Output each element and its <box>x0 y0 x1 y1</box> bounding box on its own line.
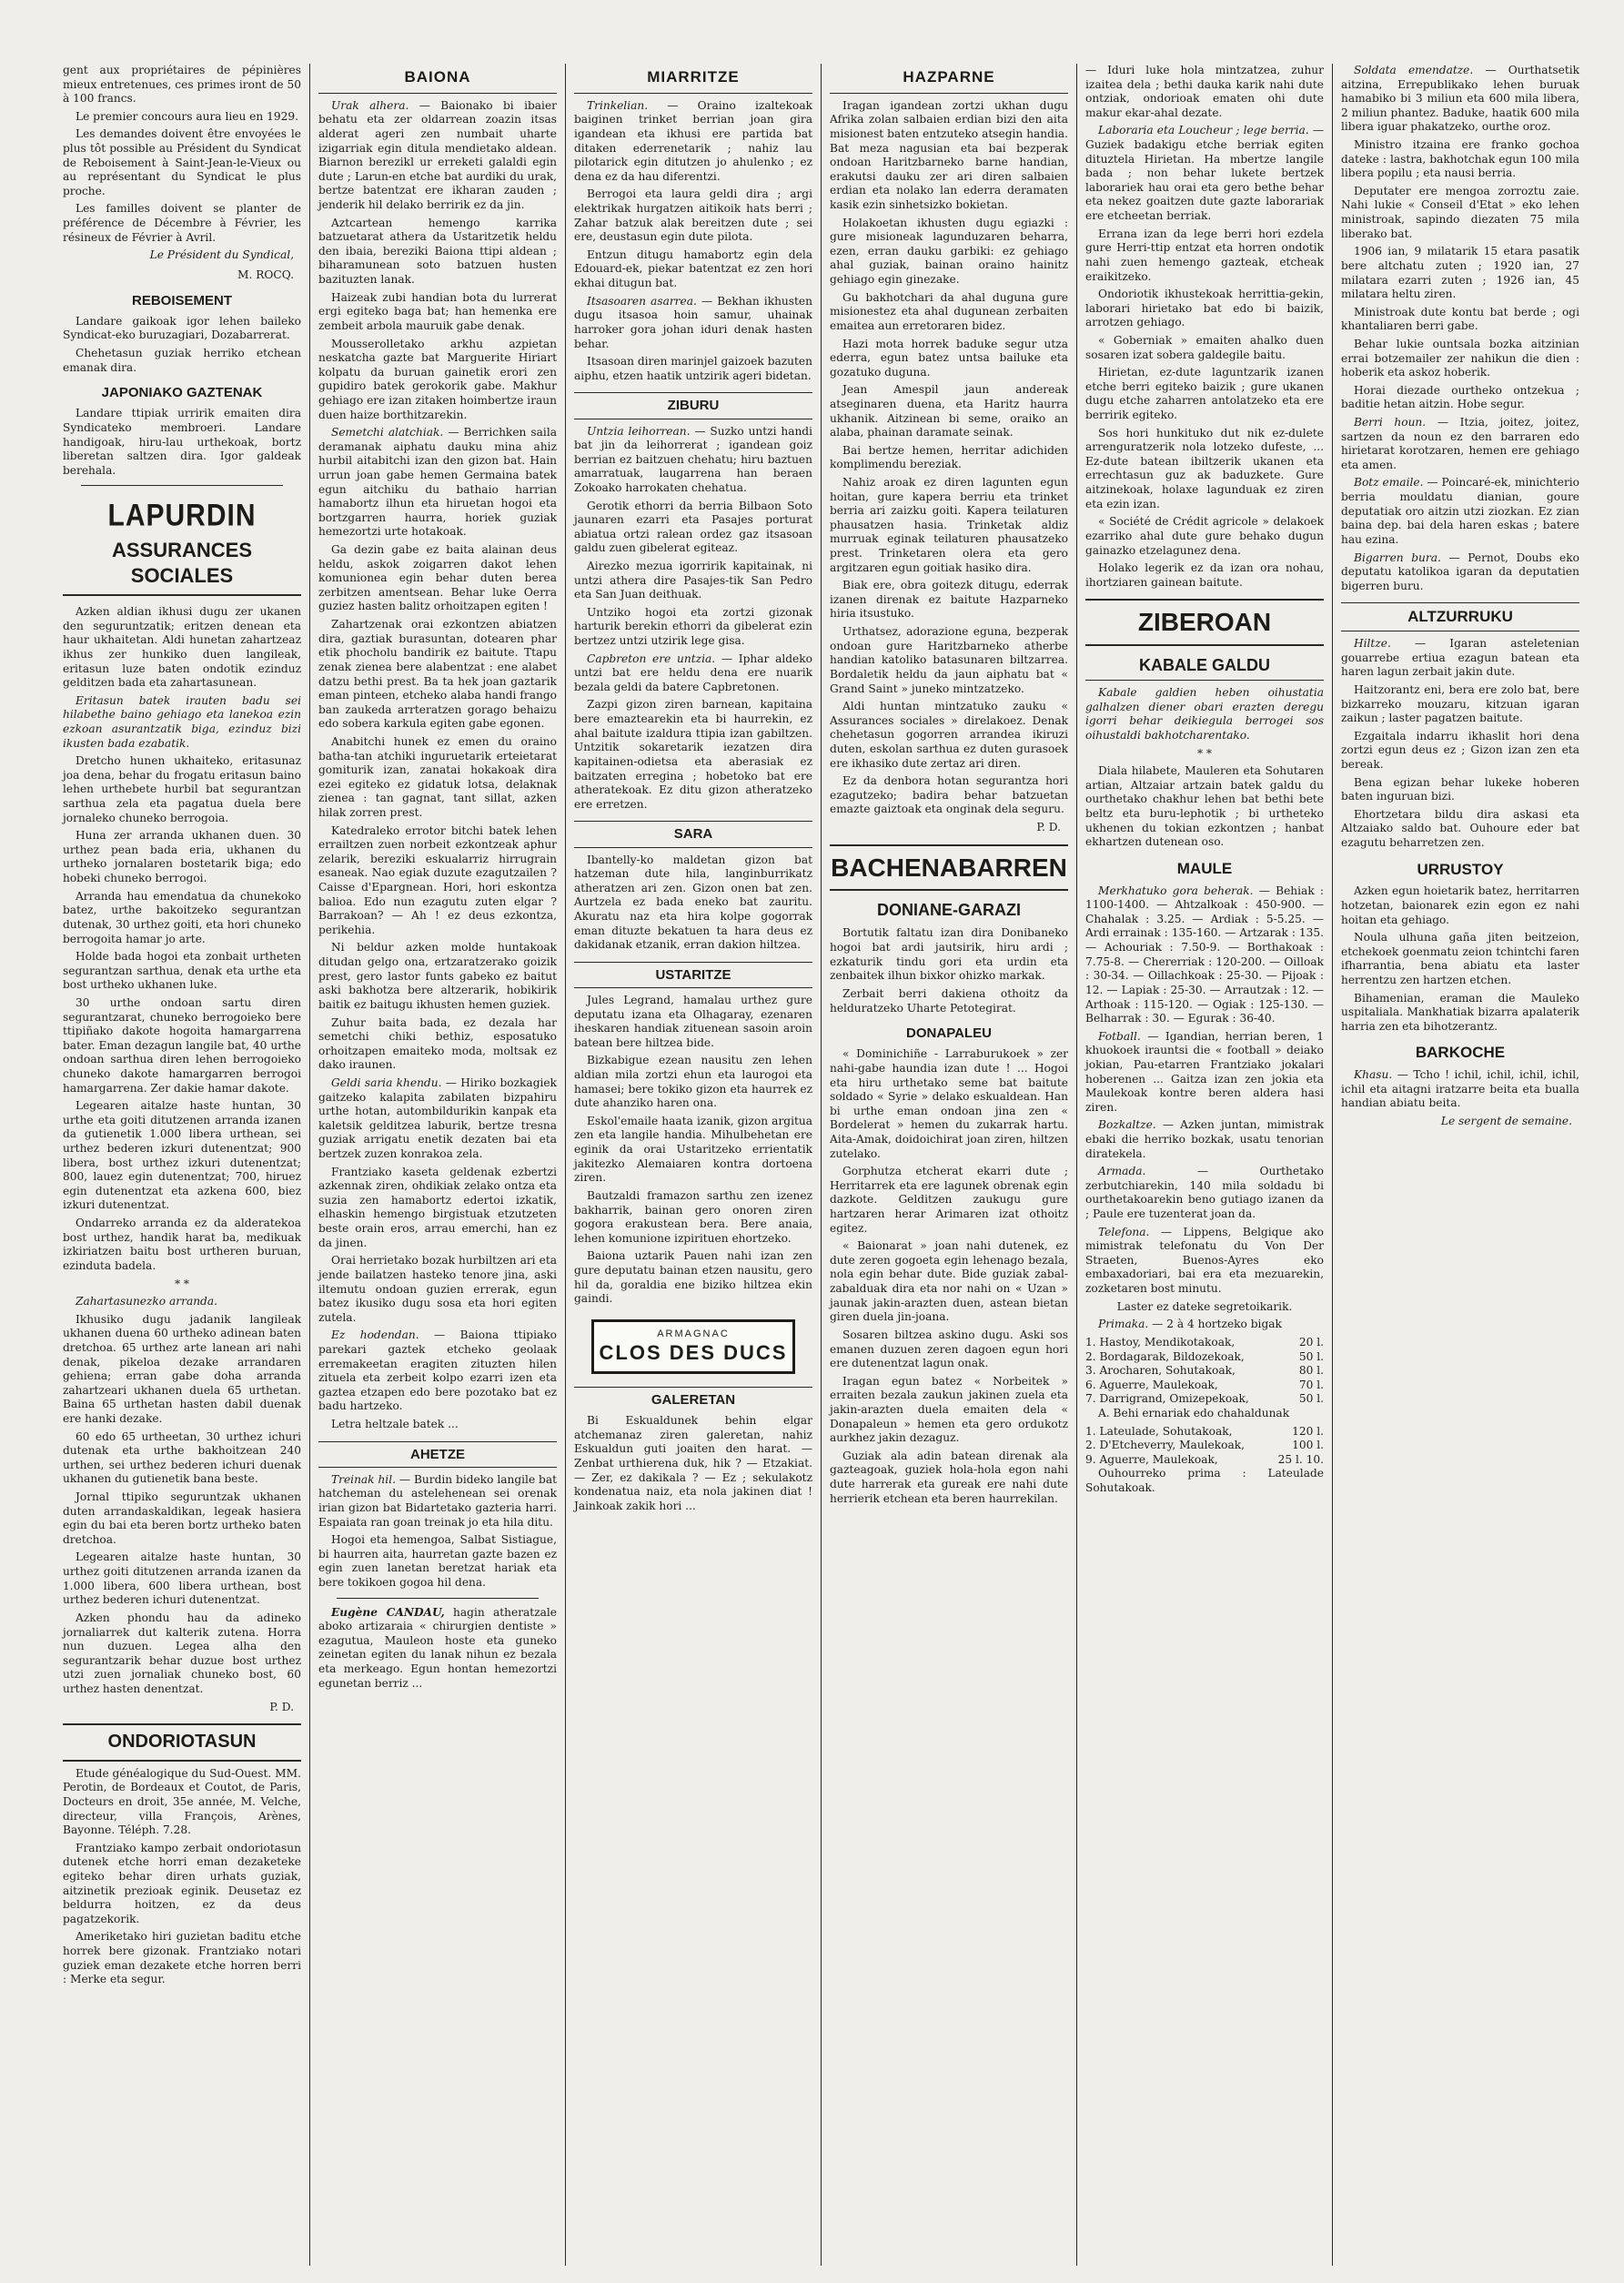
paragraph: — Oraino izaltekoak baiginen trinket berrian joan gira igandean eta ikhusi ere partida bat ditaken ederrenetarik ; nahiz lau pilotarick egin ditutzen jo ahulenko ; ez dena ez da hau diferentzi. <box>574 98 813 183</box>
signature-name: M. ROCQ. <box>237 268 294 281</box>
result-row <box>1085 1364 1324 1379</box>
paragraph: Letra heltzale batek ... <box>331 1417 459 1430</box>
paragraph: Jean Amespil jaun andereak atseginaren duena, eta Haritz haurra ukhanik. Aitzinean bi seme, oraiko an alaba, phainan daramate seinak. <box>830 383 1068 439</box>
column-1 <box>55 64 309 2266</box>
paragraph: 30 urthe ondoan sartu diren segurantzarat, chuneko berrogoieko bere ttipiñako dakote hogoita hamargarrena bater. Eman dezagun langile bat, 40 urthe ondoan sarthua diren lehen berrogoieko chuneko dakote hamargarren berrogoi hamargarrena. Zer dakie hamar dakote. <box>63 995 301 1095</box>
signature: Le sergent de semaine. <box>1440 1115 1572 1128</box>
result-value: 70 l. <box>1298 1378 1324 1391</box>
result-value: 50 l. <box>1298 1392 1324 1406</box>
section-kabale-galdu: KABALE GALDU <box>1085 655 1324 681</box>
result-value: 20 l. <box>1298 1335 1324 1349</box>
column-4 <box>821 64 1076 2266</box>
signature-title: Le Président du Syndical, <box>149 248 294 262</box>
paragraph: Jornal ttipiko seguruntzak ukhanen duten arrandaskaldikan, legeak hasiera egin du bai eta beren bortz urtheko baten dretchoa. <box>63 1490 301 1546</box>
paragraph-lead: Semetchi alatchiak. <box>331 426 444 439</box>
paragraph: Horai diezade ourtheko ontzekua ; baditie hetan aitzin. Hobe segur. <box>1341 383 1579 411</box>
result-row <box>1085 1439 1324 1453</box>
section-bachenabarren: BACHENABARREN <box>830 844 1068 892</box>
paragraph: Itsasoan diren marinjel gaizoek bazuten aiphu, etzen haatik untzirik ageri bidetan. <box>574 355 812 382</box>
paragraph: — Azken juntan, mimistrak ebaki die herriko bozkak, usatu tenorian diratekela. <box>1085 1118 1324 1160</box>
paragraph: — Iphar aldeko untzi bat ere heldu dena ere nuarik bezala geldi da batere Capbretonen. <box>574 652 812 693</box>
paragraph: Nahiz aroak ez diren lagunten egun hoitan, gure kapera berriu eta trinket berria ari zaizku goiti. Kapera teilaturen phausatzen hasia. Trinketak aldiz murruak eginak teilaturen phausatzeko prest. Trinketaren olera eta gero argitzaren egun goitiak hasiko dira. <box>830 475 1068 574</box>
paragraph: Azken aldian ikhusi dugu zer ukanen den seguruntzatik; eritzen denean eta haur ukhaitetan. Aldi hunetan zahartzeaz ikhus zer hunkiko duen langileak, eritasun luze baten ondotik ezinduz gelditzen bada eta zahartasunean. <box>63 605 301 690</box>
paragraph: Iragan egun batez « Norbeitek » erraiten bezala zaukun jakinen zuela eta jakin-arazten duela emaiten dela « Donapaleun » hemen eta gero ordukotz aurkhez jakin dezaguz. <box>830 1374 1068 1445</box>
paragraph: hagin atheratzale aboko artizaraia « chirurgien dentiste » ezagutua, Mauleon hoste eta guneko zeinetan egiten du lanak nihun ez bezala eta merkeago. Egun hontan hemezortzi egunetan berriz ... <box>318 1605 557 1690</box>
paragraph: Biak ere, obra goitezk ditugu, ederrak izanen direnak ez baitute Hazparneko hiria itsustuko. <box>830 579 1068 621</box>
paragraph: Eskol'emaile haata izanik, gizon argitua zen eta langile handia. Mihulbehetan ere eginik da orai Ustaritzeko errientatik jakitezko Alemaiaren kontra dortoena ziren. <box>574 1114 812 1185</box>
paragraph: Frantziako kampo zerbait ondoriotasun dutenek etche horri eman dezaketeke egiteko behar diren urhats guziak, aitzinetik prezioak eginik. Deusetaz ez beldurra hoitzen, ez da deus pagatzekorik. <box>63 1841 301 1925</box>
signature: P. D. <box>1036 821 1061 833</box>
paragraph: Ministroak dute kontu bat berde ; ogi khantaliaren berri gabe. <box>1341 305 1579 333</box>
divider <box>81 485 283 486</box>
paragraph: Hazi mota horrek baduke segur utza ederra, egun batez untsa bailuke eta gozatuko duguna. <box>830 337 1068 379</box>
paragraph: Huna zer arranda ukhanen duen. 30 urthez pean bada eria, ukhanen du urtheko jornalaren bostetarik biga; edo hobeki chuneko berrogoi. <box>63 829 301 885</box>
section-sara: SARA <box>574 821 812 847</box>
column-2 <box>309 64 565 2266</box>
paragraph: Dretcho hunen ukhaiteko, eritasunaz joa dena, behar du frogatu eritasun baino lehen urthebete hurbil bat segurantzan sarthua zela eta pagatua duela bere jornaleko chuneko berrogoia. <box>63 754 301 824</box>
paragraph: Untziko hogoi eta zortzi gizonak harturik berekin ethorri da gibelerat ezin bertzez untzi utzirik lege gisa. <box>574 605 812 648</box>
section-lapurdin: LAPURDIN <box>107 498 257 533</box>
paragraph: Ondarreko arranda ez da alderatekoa bost urthez, handik harat ba, medikuak izkiriatzen baitu bost urtheren buruan, ezinduta badela. <box>63 1217 301 1272</box>
separator-stars: * * <box>174 1277 190 1290</box>
paragraph: — Guziek badakigu etche berriak egiten dituztela Hirietan. Ha mbertze langile bada ; non behar lukete bertzek laborariek hau orai eta gero bethe behar eta nekez goaitzen dute gazte laborariak ere etcheetan berriak. <box>1085 124 1325 223</box>
paragraph: — Poincaré-ek, minichterio berria mouldatu dianian, goure deputatiak oro aitzin utzi ziozkan. Ez zian baina dep. bai dela haren eskas ; batere hau ezina. <box>1341 476 1580 546</box>
result-value: 80 l. <box>1298 1364 1324 1378</box>
paragraph: Bi Eskualdunek behin elgar atchemanaz ziren galeretan, nahiz Eskualdun guti joaiten den harat. — Zenbat urthierena duk, hik ? — Etzakiat. — Zer, ez dakikala ? — Ez ; sekulakotz kondenatua naiz, eta nola jakinen diat ! Jainkoak zakik hori ... <box>574 1414 812 1512</box>
paragraph: — Igandian, herrian beren, 1 khuokoek irauntsi die « football » deiako jokian, Pau-etarren Frantziako jokalari hoberenen ... Gaitza izan zen jokia eta Maulekoak kontre beren aldera hasi ziren. <box>1085 1029 1324 1114</box>
result-row <box>1085 1453 1324 1468</box>
paragraph: Bihamenian, eraman die Mauleko uspitaliala. Mankhatiak bizarra apalaterik harria zen eta bihotzerantz. <box>1341 991 1579 1033</box>
text-fragment: Les familles doivent se planter de préférence de Décembre à Février, les résineux de Février à Avril. <box>63 202 301 244</box>
divider <box>337 1598 539 1599</box>
text-fragment: gent aux propriétaires de pépinières mieux entretenues, ces primes iront de 50 à 100 francs. <box>63 64 301 106</box>
text-fragment: Le premier concours aura lieu en 1929. <box>76 109 299 123</box>
section-japoniako: JAPONIAKO GAZTENAK <box>101 385 263 401</box>
result-row <box>1085 1350 1324 1365</box>
paragraph: Frantziako kaseta geldenak ezbertzi azkennak ziren, ohdikiak zelako ontza eta suzia zen hamabortz edertoi izkatik, elhaskin hemengo birgistuak etzutzeten beste orain eros, arrau emerchi, han ez da jinen. <box>318 1165 557 1249</box>
paragraph: Urthatsez, adorazione eguna, bezperak ondoan gure Haritzbarneko atherbe handian katoliko batasunaren biltzarrea. Bordaletik heldu da jaun aiphatu bat « Grand Saint » juneko mintzatzeko. <box>830 625 1068 695</box>
result-value: 50 l. <box>1298 1349 1324 1363</box>
paragraph: Bena egizan behar lukeke hoberen baten inguruan bizi. <box>1341 775 1579 803</box>
paragraph: Ez da denbora hotan segurantza hori ezagutzeko; badira behar batzuetan emazte gaiztoak eta onginak dela seguru. <box>830 774 1068 816</box>
paragraph: Haitzorantz eni, bera ere zolo bat, bere bizkarreko mouzaru, kitzuan igaran zaikun ; laster pagatzen baitute. <box>1341 682 1579 725</box>
paragraph-lead: Geldi saria khendu. <box>331 1076 442 1089</box>
paragraph: Holakoetan ikhusten dugu egiazki : gure misioneak lagunduzaren beharra, ezen, erran dauku garbiki: ez gehiago ahal guziak, bainan oraino hainitz gehiago egin ginezake. <box>830 216 1068 287</box>
ad-subtitle: ARMAGNAC <box>657 1328 730 1339</box>
paragraph: — Ourthatsetik aitzina, Errepublikako lehen buruak hamabiko bi 3 miliun eta 600 mila libera, 2 miliun phantez. Baduke, haatik 600 mila libera iguar phakatzeko, ourthe oroz. <box>1341 64 1580 134</box>
paragraph: Bortutik faltatu izan dira Donibaneko hogoi bat ardi jautsirik, hiru ardi ; ezkaturik tindu gori eta urdin eta zenbaitek ilhun bixkor ohizko markak. <box>830 926 1068 983</box>
paragraph: « Société de Crédit agricole » delakoek ezarriko ahal dute gure behako dugun gainazko etzelagunez dena. <box>1085 515 1324 557</box>
paragraph-lead: Urak alhera. <box>331 98 409 112</box>
section-ahetze: AHETZE <box>318 1441 557 1468</box>
results-list <box>1085 1336 1324 1407</box>
separator-stars: * * <box>1196 746 1213 760</box>
paragraph: — Pernot, Doubs eko deputatu katolikoa igaran da deputatien bigerren buru. <box>1341 551 1579 592</box>
section-baiona: BAIONA <box>318 64 557 94</box>
section-miarritze: MIARRITZE <box>574 64 812 94</box>
paragraph-lead: Berri houn. <box>1354 416 1427 429</box>
section-ondoriotasun: ONDORIOTASUN <box>63 1723 301 1762</box>
paragraph: — Berrichken saila deramanak aiphatu dauku mina ahiz hurbil aitabitchi izan den gizon bat. Hain urrun joan gabe hemen Germaina batek egun aitchiku du bathaio harrian hamabortz ilhun eta hiruetan hogoi eta bortzgarren haurra, horiek guziak hemezortzi urte hotakoak. <box>318 426 557 539</box>
ad-title: CLOS DES DUCS <box>599 1340 788 1364</box>
paragraph: Legearen aitalze haste huntan, 30 urthe eta goiti ditutzenen arranda izanen da gutienetik 1.000 libera urthean, sei urthez bederen izkuri dutenentzat; 900 libera, bost urthez izkuri dutenentzat; 800, lauez egin dutenentzat; 700, hiruez egin dutenentzat eta azkena 600, biez izkuri dutenentzat. <box>63 1099 301 1212</box>
paragraph: A. Behi ernariak edo chahaldunak <box>1098 1406 1290 1419</box>
result-row <box>1085 1336 1324 1350</box>
paragraph: — Baionako bi ibaier behatu eta zer oldarrean zoazin itsas alderat ageri zen numbait uharte izigarriak egin ditula mendietako aldean. Biarnon berezikl ur erreketi galaldi egin dute ; Larun-en etche bat aurdiki du urak, bertze batentzat ere ikharan zauden ; jenderik hil delako berririk ez da jin. <box>318 98 557 212</box>
paragraph-lead: Merkhatuko gora beherak. <box>1098 884 1254 897</box>
paragraph: — Suzko untzi handi bat jin da leihorrerat ; igandean goiz berrian ez baitzuen chehatu; hiru baztuen amarratuak, laugarrena han beraen Zokoako harrokaten chehatua. <box>574 424 813 494</box>
paragraph: Ibantelly-ko maldetan gizon bat hatzeman dute hila, langinburrikatz atheratzen ari zen. Gizon onen bat zen. Aurtzela ez bada eneko bat zauritu. Akuratu naz eta hira kolpe gogorrak eman dituzte bekatuen ta hara deus ez dakidanak etzanik, erran dakion hiltzea. <box>574 853 812 952</box>
section-hazparne: HAZPARNE <box>830 64 1068 94</box>
paragraph: — Tcho ! ichil, ichil, ichil, ichil, ichil eta aitagni iratzarre beita eta bualla handian abiatu beita. <box>1341 1068 1580 1110</box>
result-name: 6. Aguerre, Maulekoak, <box>1085 1378 1218 1391</box>
paragraph: Ikhusiko dugu jadanik langileak ukhanen duena 60 urtheko adinean baten dretchoa. 65 urthez arte lanean ari nahi denak, pikeloa dezake arrandaren gehiena; erran gabe doha arranda zahartzeari ukhanen duela 65 urthetan. Baina 65 urthetan hasten dabil duenak ere hanki dezake. <box>63 1312 301 1425</box>
section-galeretan: GALERETAN <box>574 1387 812 1409</box>
section-maule: MAULE <box>1176 859 1233 877</box>
paragraph: — Bekhan ikhusten dugu itsasoa hoin samur, uhainak harroker gora johan iduri denak hasten behar. <box>574 294 812 350</box>
section-ustaritze: USTARITZE <box>574 962 812 988</box>
paragraph: Holako legerik ez da izan ora nohau, ihortziaren gainean baitute. <box>1085 561 1324 589</box>
paragraph-lead: Capbreton ere untzia. <box>587 652 716 665</box>
result-value: 100 l. <box>1292 1439 1324 1452</box>
section-urrustoy: URRUSTOY <box>1417 860 1504 878</box>
paragraph: Jules Legrand, hamalau urthez gure deputatu izana eta Olhagaray, ezenaren iheskaren handiak zituenean sasoin aroin batean bere hiltzea bide. <box>574 994 812 1049</box>
paragraph: Entzun ditugu hamabortz egin dela Edouard-ek, piekar batentzat ez zen hori ekhai ditugun bat. <box>574 247 812 290</box>
paragraph: Ehortzetara bildu dira askasi eta Altzaiako saldo bat. Ouhoure eder bat ezagutu beharretzen zen. <box>1341 807 1579 849</box>
paragraph: Gorphutza etcherat ekarri dute ; Herritarrek eta ere lagunek obrenak egin dazkote. Gelditzen zaukugu gure hartzaren herar Arimaren izat othoitz egitez. <box>830 1165 1068 1235</box>
paragraph: Eritasun batek irauten badu sei hilabethe baino gehiago eta lanekoa ezin ezkoan asurantzatik biga, ezinduz bizi ikusten bada ezabatik. <box>63 693 301 750</box>
paragraph: Baiona uztarik Pauen nahi izan zen gure deputatu bainan etzen nausitu, gero hil da, goraldia ene biziko hiltzea ekin gaindi. <box>574 1249 812 1306</box>
paragraph: Landare ttipiak urririk emaiten dira Syndicateko membroeri. Landare handigoak, hiru-lau urthekoak, bortz liberetan saltzen dira. Igor galdeak berehala. <box>63 407 301 477</box>
paragraph: Ameriketako hiri guzietan baditu etche horrek bere gizonak. Frantziako notari guziek eman dezakete etche horren berri : Merke eta segur. <box>63 1930 301 1986</box>
paragraph-lead: Primaka. <box>1098 1318 1149 1331</box>
section-assurances: ASSURANCES SOCIALES <box>63 538 301 596</box>
section-ziburu: ZIBURU <box>574 392 812 419</box>
paragraph: Zuhur baita bada, ez dezala har semetchi chiki bethiz, esposatuko orhoitzapen emaiteko moda, moltsak ez dako iraunen. <box>318 1015 557 1072</box>
result-row <box>1085 1392 1324 1407</box>
section-doniane-garazi: DONIANE-GARAZI <box>877 901 1021 920</box>
result-row <box>1085 1379 1324 1393</box>
paragraph: Azken egun hoietarik batez, herritarren hotzetan, baionarek ezin egon ez nahi hoitan eta gehiago. <box>1341 884 1579 926</box>
paragraph: Bizkabigue ezean nausitu zen lehen aldian mila zortzi ehun eta laurogoi eta hamasei; bere tokiko gizon eta haurrek ez dute ahanziko haren ona. <box>574 1054 812 1110</box>
paragraph: Legearen aitalze haste huntan, 30 urthez goiti ditutzenen arranda izanen da 1.000 libera, 600 libera urthean, bost urthez bederen ichuri dutenentzat. <box>63 1551 301 1607</box>
paragraph: Airezko mezua igorririk kapitainak, ni untzi athera dire Pasajes-tik San Pedro eta San Juan deithuak. <box>574 560 812 601</box>
paragraph-lead: Untzia leihorrean. <box>587 424 691 438</box>
paragraph: Holde bada hogoi eta zonbait urtheten segurantzan sarthua, denak eta urthe eta bost urtheko ukhanen luke. <box>63 950 301 992</box>
paragraph: Zerbait berri dakiena othoitz da helduratzeko Uharte Petotegirat. <box>830 986 1068 1015</box>
result-name: 7. Darrigrand, Omizepekoak, <box>1085 1392 1249 1406</box>
paragraph: 60 edo 65 urtheetan, 30 urthez ichuri dutenak eta urthe bakhoitzean 240 urthen, sei urthez bederen ichuri duenak ukhanen du gutienetik bana beste. <box>63 1429 301 1486</box>
result-value: 25 l. 10. <box>1277 1452 1324 1466</box>
paragraph: Ministro itzaina ere franko gochoa dateke : lastra, bakhotchak egun 100 mila libera popilu ; eta nausi berria. <box>1341 138 1579 180</box>
paragraph-lead: Eugène CANDAU, <box>331 1605 445 1619</box>
paragraph: — Itzia, joitez, joitez, sartzen da noun ez den barraren edo hirietarat korotzaren, hemen ere gehiago eta amen. <box>1341 416 1579 471</box>
result-value: 120 l. <box>1292 1424 1324 1438</box>
result-name: 1. Hastoy, Mendikotakoak, <box>1085 1335 1236 1349</box>
paragraph: Mousserolletako arkhu azpietan neskatcha gazte bat Marguerite Hiriart kolpatu da buruan gainetik erori zen gupidiro batek gerokorik gabe. Makhur gehiago ere izan zitaken hoimbertze iraun duen haize borthitzarekin. <box>318 337 557 421</box>
paragraph: — Baiona ttipiako parekari gaztek etcheko geolaak erremakeetan eragiten zituzten hilen zituela eta zerbeit kolpo ezarri izen eta gaztea etzapen edo bere pozotako bat ez badu hartzeko. <box>318 1328 557 1413</box>
paragraph: Zahartzenak orai ezkontzen abiatzen dira, gaztiak burasuntan, dotearen phar etik phocholu bandirik ez baitute. Ttapu zenak zienea bere alabentzat : ene alabet datzu bethi prest. Ba ta hek joan gaztarik eman pinteen, etcheko alaba handi frango ban zaukeda arrteratzen gorago behaizu edo sobera karkula egiten gabe egonen. <box>318 618 557 731</box>
paragraph: Deputater ere mengoa zorroztu zaie. Nahi lukie « Conseil d'Etat » eko lehen ministroak, sapindo diezaten 75 mila liberako bat. <box>1341 184 1579 240</box>
paragraph: Gu bakhotchari da ahal duguna gure misionestez eta ahal dugunean zerbaiten emaitea aun erretoraren bidez. <box>830 290 1068 332</box>
advertisement-armagnac <box>591 1319 795 1374</box>
result-name: 2. D'Etcheverry, Maulekoak, <box>1085 1439 1246 1452</box>
paragraph-lead: Armada. <box>1098 1165 1146 1178</box>
paragraph: Berrogoi eta laura geldi dira ; argi elektrikak hurgatzen aitikoik hats berri ; Zahar batzuk alak bereitzen dute ; sei ere, deustasun egin dute pilota. <box>574 187 812 244</box>
paragraph: Noula ulhuna gaña jiten beitzeion, etchekoek goenmatu zeion tchintchi faren ifharrantia, bena abiatu eta laster herrentzu zen hartzen etchen. <box>1341 931 1579 987</box>
column-3 <box>565 64 821 2266</box>
paragraph: « Goberniak » emaiten ahalko duen sosaren izat sobera galdegile baitu. <box>1085 333 1324 361</box>
paragraph: Orai herrietako bozak hurbiltzen ari eta jende bailatzen hasteko tenore jina, aski iltemutu ondoan guzien errerak, egun batez ikusiko dugu sosa eta hori egiten zutela. <box>318 1254 557 1324</box>
paragraph-lead: Hiltze. <box>1354 637 1391 651</box>
paragraph-lead: Fotball. <box>1098 1029 1141 1043</box>
paragraph: Ondoriotik ikhustekoak herrittia-gekin, laborari hirietako bat edo bi baizik, arrotzen gehiago. <box>1085 288 1324 329</box>
paragraph: Kabale galdien heben oihustatia galhalzen diener obari erazten deregu igorri behar deikiegula berrogei sos oihustaldi bakhotcharentako. <box>1085 686 1324 742</box>
results-list <box>1085 1425 1324 1468</box>
paragraph-lead: Laboraria eta Loucheur ; lege berria. <box>1098 124 1309 137</box>
paragraph-lead: Soldata emendatze. <box>1354 64 1474 76</box>
column-6 <box>1332 64 1588 2266</box>
paragraph-lead: Itsasoaren asarrea. <box>587 294 697 308</box>
paragraph: Ni beldur azken molde huntakoak ditudan gelgo ona, ertzaratzerako goizik prest, gero lastor funts gabeko ez baitut aski bakhotza bere altzerarik, hobikirik baitik ez baitugu ikhusten hemen guziek. <box>318 941 557 1011</box>
paragraph: — Burdin bideko langile bat hatcheman du astelehenean sei orenak irian gizon bat Bidartetako gazteria harri. Espaiata ran goan treinak jo eta hila ditu. <box>318 1472 558 1529</box>
paragraph-lead: Telefona. <box>1098 1225 1150 1238</box>
section-altzurruku: ALTZURRUKU <box>1341 602 1579 631</box>
paragraph: « Baionarat » joan nahi dutenek, ez dute zeren gogoeta egin lehenago bezala, nola egin behar dute. Bide guziak zabal-zabalduak dira eta nor nahi on « Uzan » jaunak jakin-arazten duen, astean bietan giren duela jin-joana. <box>830 1239 1068 1324</box>
result-name: 3. Arocharen, Sohutakoak, <box>1085 1364 1236 1378</box>
paragraph: Arranda hau emendatua da chunekoko batez, urthe bakoitzeko segurantzan dutenak, 30 urthez goiti, eta hori chuneko berrogoita hamar jo arte. <box>63 889 301 945</box>
paragraph: — Behiak : 1100-1400. — Ahtzalkoak : 450-900. — Chahalak : 3.25. — Ardiak : 5-5.25. — Ardi errainak : 135-160. — Artzarak : 135. — Achouriak : 7.50-9. — Borthakoak : 7.75-8. — Chererriak : 120-200. — Oilloak : 30-34. — Oillachkoak : 25-30. — Pijoak : 12. — Lapiak : 25-30. — Arrautzak : 12. — Arthoak : 115-120. — Ogiak : 125-130. — Belharrak : 30. — Egurak : 36-40. <box>1085 884 1325 1025</box>
paragraph: Katedraleko errotor bitchi batek lehen errailtzen zuen norbeit ezkontzeak aphur zelarik, bereziki eskualarriz hirrugrain esaneak. Nao egiak duzute ezagutzailen ? Caisse d'Epargnean. Hori, hori eskontza balioa. Edo nun ezagutu zuten elgar ? Barrakoan? — Ah ! ez deus ezkontza, perikehia. <box>318 823 557 936</box>
paragraph-lead: Ez hodendan. <box>331 1328 419 1342</box>
paragraph: Hogoi eta hemengoa, Salbat Sistiague, bi haurren aita, haurretan gazte bazen ez egin zuen lanetan beretzat hariak eta bere tokikoen gogoa hil dena. <box>318 1533 557 1590</box>
paragraph: 1906 ian, 9 milatarik 15 etara pasatik bere altchatu zuten ; 1920 ian, 27 milatara ezarri zuten ; 1926 ian, 45 milatara heltu ziren. <box>1341 245 1579 301</box>
paragraph: Ezgaitala indarru ikhaslit hori dena zortzi egun deus ez ; Gizon izan zen eta bereak. <box>1341 729 1579 771</box>
paragraph: — Lippens, Belgique ako mimistrak telefonatu du Von Der Straeten, Buenos-Ayres eko embaxadoriari, bai era eta mezuarekin, zozketaren bost minutu. <box>1085 1225 1324 1296</box>
paragraph: Iragan igandean zortzi ukhan dugu Afrika zolan salbaien erdian bizi den aita misionest baten entzuteko atsegin handia. Bat meza nagusian eta bai bezperak ondoan Haritzbarneko barne handian, erakutsi dauku zer ari diren salbaien erdian eta nolako lan ederra deramaten kasik ezin sinhetsizko bokietan. <box>830 98 1068 212</box>
paragraph: — Ourthetako zerbutchiarekin, 140 mila soldadu bi ourthetakoarekin beno gutiago izanen da ; Paule ere tuzenterat joan da. <box>1085 1165 1325 1221</box>
paragraph: Landare gaikoak igor lehen baileko Syndicat-eko buruzagiari, Dozabarrerat. <box>63 314 301 342</box>
paragraph-lead: Zahartasunezko arranda. <box>76 1295 217 1308</box>
paragraph-lead: Khasu. <box>1354 1068 1393 1082</box>
paragraph: Gerotik ethorri da berria Bilbaon Soto jaunaren ezarri eta Pasajes porturat abiatua ortzi ralean ordez gaz itsasoan galdu zuen gibelerat egiteaz. <box>574 499 812 555</box>
paragraph-lead: Bigarren bura. <box>1354 551 1441 564</box>
section-ziberoan: ZIBEROAN <box>1085 599 1324 646</box>
paragraph: Ouhourreko prima : Lateulade Sohutakoak. <box>1085 1467 1324 1495</box>
paragraph: — Iduri luke hola mintzatzea, zuhur izaitea dela ; bethi dauka karik nahi dute ontziak, ondorioak ematen ohi dute makur ekar-ahal dezate. <box>1085 64 1324 119</box>
paragraph: Hirietan, ez-dute laguntzarik izanen etche berri egiteko baizik ; gure ukanen dugu etche zaharren antolatzeko eta ere berririk egiteko. <box>1085 366 1324 422</box>
paragraph-lead: Trinkelian. <box>587 98 649 112</box>
paragraph-lead: Treinak hil. <box>331 1472 396 1486</box>
paragraph: Azken phondu hau da adineko jornaliarrek dut kalterik zutena. Horra nun duzuen. Legea alha den segurantzarik behar duzue bost urthez utzi zuen jornaliak chuneko bost, 60 urthez hasten denentzat. <box>63 1611 301 1695</box>
paragraph: — Hiriko bozkagiek gaitzeko kalapita zabilaten bizpahiru urthe hotan, autombildurikin kanpak eta kaletsik gelditzea laburik, bertze tresna guziak arrigatu enetik dezaten bai eta bertzek zuzen konrakoa zela. <box>318 1076 557 1161</box>
paragraph: Aldi huntan mintzatuko zauku « Assurances sociales » direlakoez. Denak chehetasun gogorren arrandea ikiruzi duten, eskolan sarthua ez duten gurasoek ere ikhasiko dute zertaz ari diren. <box>830 700 1068 770</box>
section-reboisement: REBOISEMENT <box>131 292 232 308</box>
paragraph: Guziak ala adin batean direnak ala gazteagoak, guziek hola-hola egon nahi dute harrerak eta gureak ere nahi dute herrierik etchean eta beren haurrekilan. <box>830 1449 1068 1505</box>
paragraph: Haizeak zubi handian bota du lurrerat ergi egiteko baga bat; han hemenka ere zembeit arbola mauruik gabe denak. <box>318 290 557 332</box>
result-name: 2. Bordagarak, Bildozekoak, <box>1085 1349 1245 1363</box>
column-5 <box>1076 64 1332 2266</box>
section-barkoche: BARKOCHE <box>1415 1044 1506 1062</box>
paragraph: Chehetasun guziak herriko etchean emanak dira. <box>63 346 301 374</box>
paragraph-lead: Botz emaile. <box>1354 476 1424 490</box>
paragraph: Aztcartean hemengo karrika batzuetarat athera da Ustaritzetik heldu den ibaia, bereziki Baiona ttipi aldean ; biharamunean soto batzuen husten bazituzten lanak. <box>318 216 557 287</box>
result-name: 1. Lateulade, Sohutakoak, <box>1085 1424 1233 1438</box>
paragraph: — 2 à 4 hortzeko bigak <box>1152 1318 1282 1331</box>
paragraph: Zazpi gizon ziren barnean, kapitaina bere emaztearekin eta bi haurrekin, ez ahal baitute izaldura ttipia izan gabiltzen. Untzitik sokaretarik iezatzen dira kapitainen-odietsa eta aberasiak ez baitzaten erregina ; hobetoko bat ere atheratekoak. Ez ditu gizon atheratzeko ere erretzen. <box>574 698 812 811</box>
paragraph: Errana izan da lege berri hori ezdela gure Herri-ttip entzat eta horren ondotik nahi zuen hemengo gazteak, etcheak eraikitzeko. <box>1085 227 1324 283</box>
text-fragment: Les demandes doivent être envoyées le plus tôt possible au Président du Syndicat de Reboisement à Saint-Jean-le-Vieux ou au représentant du Syndicat le plus proche. <box>63 127 301 197</box>
paragraph: Laster ez dateke segretoikarik. <box>1116 1299 1293 1313</box>
signature: P. D. <box>269 1700 294 1713</box>
section-donapaleu: DONAPALEU <box>906 1025 992 1042</box>
paragraph: Ga dezin gabe ez baita alainan deus heldu, askok zoigarren dakot lehen komunionea egin behar duten berea zerbitzen amentsean. Behar luke Oerra guziez hasten balitz orhoitzapen egiten ! <box>318 543 557 613</box>
paragraph: Etude généalogique du Sud-Ouest. MM. Perotin, de Bordeaux et Coutot, de Paris, Docteurs en droit, 35e année, M. Velche, directeur, villa François, Arènes, Bayonne. Téléph. 7.28. <box>63 1766 301 1837</box>
paragraph: Bautzaldi framazon sarthu zen izenez bakharrik, bainan gero onoren ziren gogora erakustean bera. Bere anaia, lehen komunione izpirituen ehortzeko. <box>574 1188 812 1245</box>
paragraph: Bai bertze hemen, herritar adichiden komplimendu bereziak. <box>830 443 1068 471</box>
paragraph: — Igaran asteletenian gouarrebe ertiua ezagun batean eta haren lagun zerbait jakin dute. <box>1341 637 1579 679</box>
paragraph: Diala hilabete, Mauleren eta Sohutaren artian, Altzaiar artzain batek galdu du ourthetako chakhur lehen bat bethi bete beltz eta buru-lephotik ; bi urtheteko ukhenen du tokian ezkontzen ; hanbat ekhartzen dutenean oso. <box>1085 764 1324 849</box>
paragraph: Sosaren biltzea askino dugu. Aski sos emanen duzuen zeren dagoen egun hori ere dutenentzat lagun onak. <box>830 1328 1068 1370</box>
paragraph: « Dominichiñe - Larraburukoek » zer nahi-gabe haundia izan dute ! ... Hogoi eta hiru urthetako seme bat baitute soldado « Syrie » delako eskualdean. Han bi urthe eman ondoan jina zen « Bordelerat » hemen du zukarrak hartu. Aita-Amak, doidoichirat joan ziren, hiltzen zutelako. <box>830 1047 1068 1160</box>
paragraph: Behar lukie ountsala bozka aitzinian errai botzemailer zer nahikun die dien : hoberik eta askoz hoberik. <box>1341 337 1579 379</box>
result-name: 9. Aguerre, Maulekoak, <box>1085 1452 1218 1466</box>
result-row <box>1085 1425 1324 1440</box>
paragraph-lead: Bozkaltze. <box>1098 1118 1156 1132</box>
paragraph: Sos hori hunkituko dut nik ez-dulete arrenguratzerik nola lotzeko dufeste, ... Ez-dute batean ibiltzerik ukanen eta errechtasun guz ak baduzkete. Gure aitzinekoak, holaxe lagunduak ez ziren eta ezin izan. <box>1085 426 1324 510</box>
paragraph: Anabitchi hunek ez emen du oraino batha-tan atchiki inguruetarik erteietarat gomiturik izan, zanatai hokakoak dira ezei egiteko ez gidatuk lotsa, delaknak zienea : tan gagnat, tant sillat, azken hilak zorren prest. <box>318 734 557 819</box>
